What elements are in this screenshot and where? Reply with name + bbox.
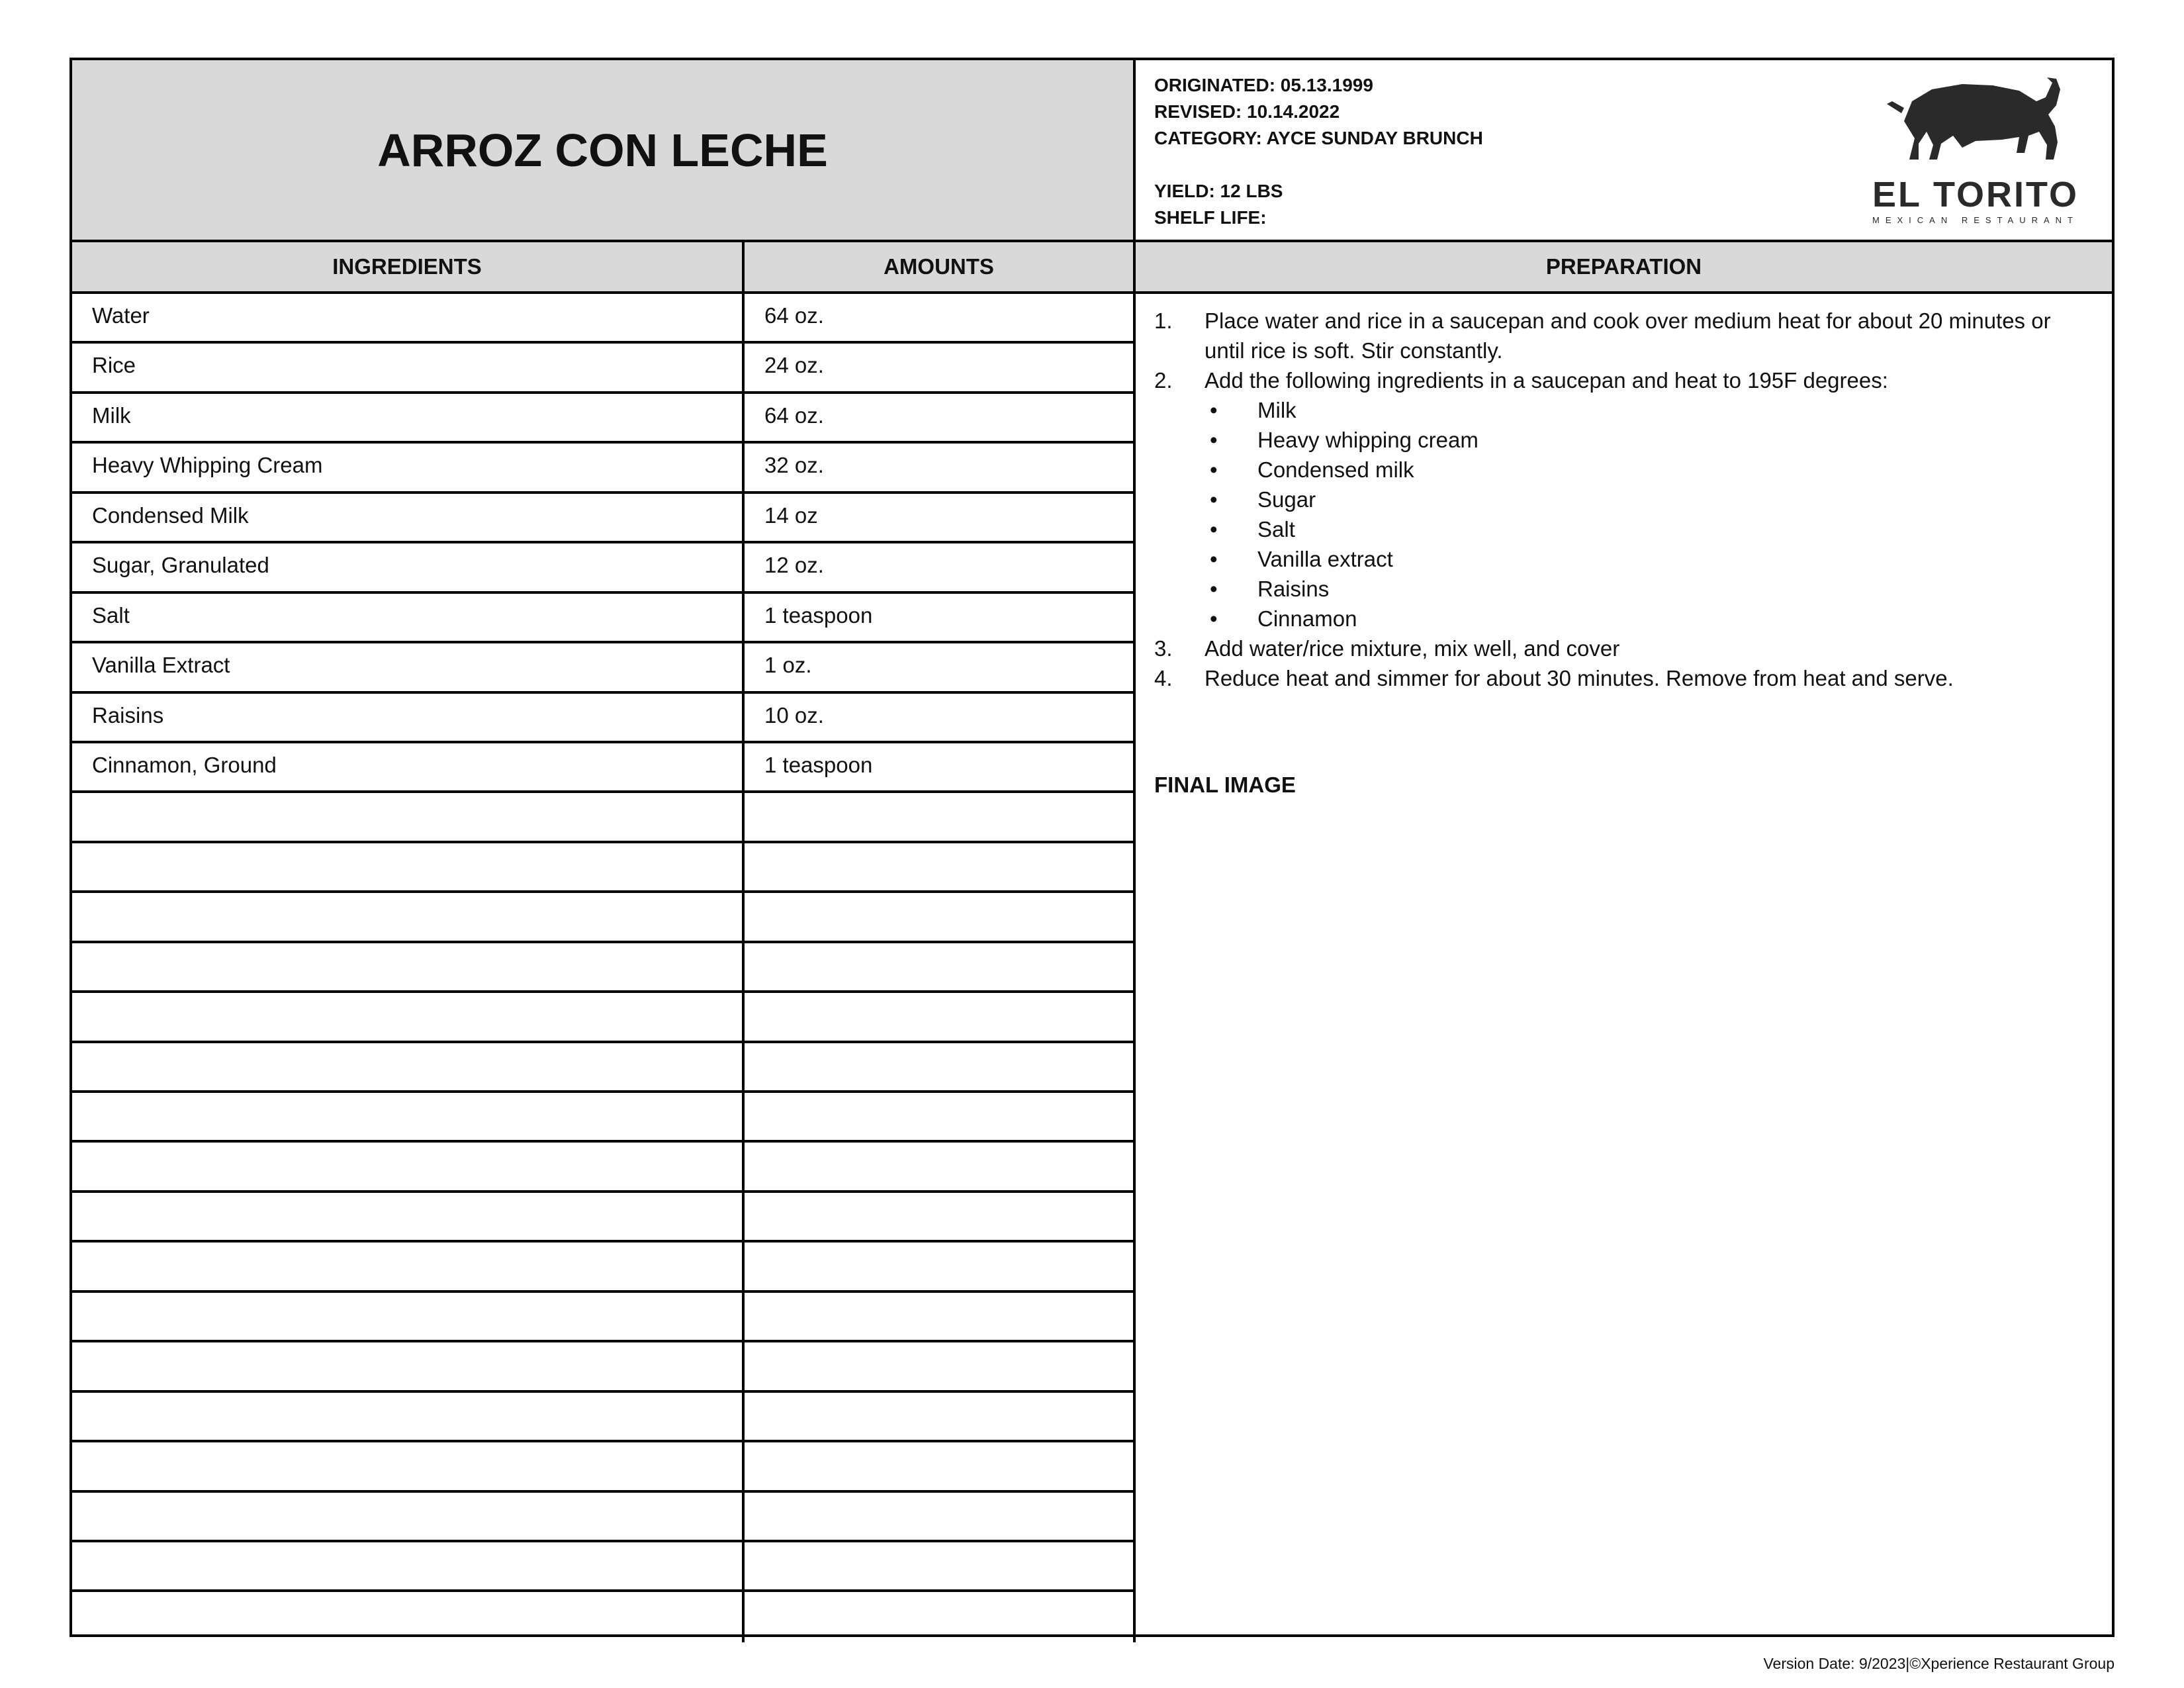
ingredient-name — [72, 1293, 745, 1340]
table-row — [72, 1592, 1136, 1642]
meta-panel — [1136, 60, 2112, 242]
ingredient-name — [72, 1592, 745, 1642]
ingredient-name — [72, 893, 745, 940]
amounts-header: AMOUNTS — [745, 242, 1136, 294]
bullet-icon: • — [1210, 457, 1218, 482]
table-row — [72, 543, 1136, 593]
ingredient-name: Cinnamon, Ground — [72, 743, 745, 790]
ingredient-amount — [745, 1043, 1136, 1090]
ingredient-amount — [745, 1243, 1136, 1289]
table-row — [72, 1043, 1136, 1093]
ingredient-name: Raisins — [72, 694, 745, 741]
step-number: 3. — [1154, 636, 1173, 661]
ingredient-name: Water — [72, 294, 745, 341]
recipe-title: ARROZ CON LECHE — [377, 124, 828, 176]
ingredient-name — [72, 1393, 745, 1440]
table-row — [72, 1493, 1136, 1542]
meta-lines — [1154, 72, 1483, 231]
table-row — [72, 294, 1136, 344]
table-row — [72, 1293, 1136, 1342]
ingredient-amount: 1 oz. — [745, 643, 1136, 690]
ingredient-amount: 1 teaspoon — [745, 594, 1136, 641]
ingredient-amount: 64 oz. — [745, 294, 1136, 341]
step-number: 2. — [1154, 368, 1173, 393]
prep-step — [1154, 663, 2092, 693]
table-row — [72, 444, 1136, 493]
bullet-text: Sugar — [1257, 487, 1316, 512]
ingredient-amount: 12 oz. — [745, 543, 1136, 590]
ingredient-amount — [745, 893, 1136, 940]
ingredients-table — [72, 294, 1136, 1642]
table-row — [72, 643, 1136, 693]
ingredient-name: Condensed Milk — [72, 494, 745, 541]
bullet-text: Vanilla extract — [1257, 547, 1393, 571]
ingredient-name: Heavy Whipping Cream — [72, 444, 745, 491]
bullet-icon: • — [1210, 517, 1218, 541]
prep-step — [1154, 633, 2092, 663]
ingredient-name — [72, 1342, 745, 1389]
bullet-text: Milk — [1257, 398, 1297, 422]
bullet-icon: • — [1210, 606, 1218, 631]
preparation-header: PREPARATION — [1136, 242, 2112, 294]
ingredient-name: Rice — [72, 344, 745, 391]
bull-icon — [1863, 75, 2088, 174]
ingredient-amount — [745, 1592, 1136, 1642]
table-row — [72, 743, 1136, 793]
ingredient-amount — [745, 943, 1136, 990]
ingredient-amount — [745, 1393, 1136, 1440]
ingredient-name: Milk — [72, 394, 745, 441]
table-row — [72, 843, 1136, 893]
step-text: Add water/rice mixture, mix well, and cover — [1205, 636, 1620, 661]
bullet-text: Condensed milk — [1257, 457, 1414, 482]
bullet-text: Raisins — [1257, 577, 1330, 601]
ingredient-amount: 32 oz. — [745, 444, 1136, 491]
originated-date: ORIGINATED: 05.13.1999 — [1154, 75, 1373, 95]
table-row — [72, 594, 1136, 643]
bullet-icon: • — [1210, 577, 1218, 601]
yield: YIELD: 12 LBS — [1154, 181, 1283, 201]
revised-date: REVISED: 10.14.2022 — [1154, 101, 1340, 122]
final-image-label: FINAL IMAGE — [1154, 773, 1296, 797]
recipe-card — [69, 58, 2115, 1637]
ingredient-amount: 64 oz. — [745, 394, 1136, 441]
table-row — [72, 1093, 1136, 1143]
bullet-icon: • — [1210, 398, 1218, 422]
ingredient-amount: 1 teaspoon — [745, 743, 1136, 790]
list-item — [1154, 514, 2092, 544]
ingredient-name: Vanilla Extract — [72, 643, 745, 690]
ingredient-amount — [745, 1193, 1136, 1240]
table-row — [72, 793, 1136, 843]
bullet-text: Heavy whipping cream — [1257, 428, 1479, 452]
ingredient-name — [72, 943, 745, 990]
table-row — [72, 893, 1136, 943]
list-item — [1154, 544, 2092, 574]
list-item — [1154, 485, 2092, 514]
bullet-text: Cinnamon — [1257, 606, 1357, 631]
ingredient-amount: 14 oz — [745, 494, 1136, 541]
bullet-icon: • — [1210, 428, 1218, 452]
ingredient-name — [72, 1493, 745, 1540]
ingredient-amount — [745, 1493, 1136, 1540]
table-row — [72, 394, 1136, 444]
ingredients-header: INGREDIENTS — [72, 242, 745, 294]
step-text: Add the following ingredients in a saucepan and heat to 195F degrees: — [1205, 368, 1888, 393]
title-panel — [72, 60, 1136, 242]
ingredient-amount — [745, 1143, 1136, 1190]
step-text: Place water and rice in a saucepan and cook over medium heat for about 20 minutes or until rice is soft. Stir constantly. — [1205, 308, 2051, 363]
bullet-text: Salt — [1257, 517, 1295, 541]
ingredient-name — [72, 1542, 745, 1589]
ingredient-amount — [745, 793, 1136, 840]
ingredient-amount — [745, 1342, 1136, 1389]
table-row — [72, 943, 1136, 993]
ingredient-amount: 24 oz. — [745, 344, 1136, 391]
table-row — [72, 1342, 1136, 1392]
ingredient-name — [72, 1093, 745, 1140]
list-item — [1154, 395, 2092, 425]
ingredient-name — [72, 1442, 745, 1489]
list-item — [1154, 604, 2092, 633]
table-row — [72, 694, 1136, 743]
step-text: Reduce heat and simmer for about 30 minutes. Remove from heat and serve. — [1205, 666, 1954, 690]
list-item — [1154, 425, 2092, 455]
ingredient-name: Salt — [72, 594, 745, 641]
ingredient-name — [72, 1243, 745, 1289]
ingredient-amount — [745, 843, 1136, 890]
table-row — [72, 494, 1136, 543]
ingredient-name — [72, 1143, 745, 1190]
logo-wordmark: EL TORITO — [1872, 175, 2079, 214]
step-number: 4. — [1154, 666, 1173, 690]
table-row — [72, 344, 1136, 393]
table-row — [72, 1193, 1136, 1243]
ingredient-name — [72, 843, 745, 890]
table-row — [72, 993, 1136, 1043]
preparation-panel — [1136, 294, 2112, 1634]
ingredient-amount — [745, 1442, 1136, 1489]
table-row — [72, 1442, 1136, 1492]
table-row — [72, 1393, 1136, 1442]
category: CATEGORY: AYCE SUNDAY BRUNCH — [1154, 128, 1483, 148]
list-item — [1154, 455, 2092, 485]
shelf-life: SHELF LIFE: — [1154, 207, 1267, 228]
ingredient-amount: 10 oz. — [745, 694, 1136, 741]
table-row — [72, 1243, 1136, 1292]
prep-step — [1154, 365, 2092, 395]
ingredient-amount — [745, 1093, 1136, 1140]
ingredient-name — [72, 993, 745, 1040]
version-footer: Version Date: 9/2023|©Xperience Restaurant Group — [1763, 1655, 2115, 1672]
list-item — [1154, 574, 2092, 604]
ingredient-name — [72, 1193, 745, 1240]
ingredient-name: Sugar, Granulated — [72, 543, 745, 590]
ingredient-amount — [745, 993, 1136, 1040]
bullet-icon: • — [1210, 547, 1218, 571]
logo-tagline: MEXICAN RESTAURANT — [1872, 215, 2079, 225]
prep-step — [1154, 306, 2092, 365]
table-row — [72, 1143, 1136, 1192]
step-number: 1. — [1154, 308, 1173, 333]
ingredient-amount — [745, 1293, 1136, 1340]
el-torito-logo — [1863, 75, 2088, 226]
ingredient-bullet-list — [1154, 395, 2092, 633]
ingredient-amount — [745, 1542, 1136, 1589]
ingredient-name — [72, 1043, 745, 1090]
ingredient-name — [72, 793, 745, 840]
bullet-icon: • — [1210, 487, 1218, 512]
table-row — [72, 1542, 1136, 1592]
